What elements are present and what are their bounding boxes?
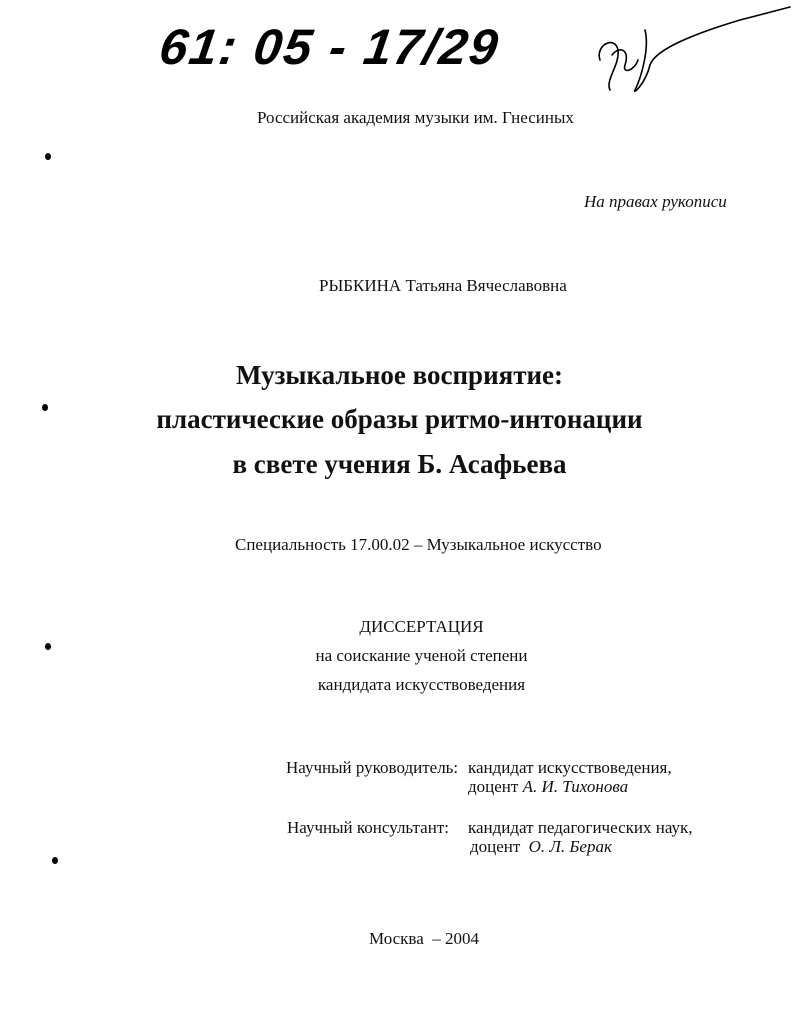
handwritten-catalog-number: 61: 05 - 17/29	[156, 19, 504, 75]
dissertation-degree-line: на соискание ученой степени	[315, 646, 528, 665]
title-line-2: пластические образы ритмо-интонации	[156, 404, 643, 434]
supervisor-rank-name	[468, 777, 628, 797]
supervisor-name: А. И. Тихонова	[522, 777, 629, 796]
punch-mark	[45, 153, 51, 160]
supervisor-label: Научный руководитель:	[286, 758, 459, 777]
consultant-rank: доцент	[470, 837, 521, 856]
supervisor-degree: кандидат искусствоведения,	[468, 758, 672, 777]
institution-name: Российская академия музыки им. Гнесиных	[257, 108, 574, 127]
consultant-degree: кандидат педагогических наук,	[468, 818, 693, 837]
punch-mark	[42, 404, 48, 411]
consultant-label: Научный консультант:	[287, 818, 449, 837]
author-name: РЫБКИНА Татьяна Вячеславовна	[319, 276, 567, 295]
title-line-3: в свете учения Б. Асафьева	[232, 449, 567, 479]
rights-note: На правах рукописи	[584, 192, 727, 211]
specialty: Специальность 17.00.02 – Музыкальное искусство	[235, 535, 602, 554]
place-year: Москва – 2004	[369, 929, 480, 948]
supervisor-rank: доцент	[468, 777, 519, 796]
punch-mark	[52, 857, 58, 864]
signature-icon	[590, 5, 799, 100]
consultant-rank-name	[470, 837, 612, 857]
consultant-name: О. Л. Берак	[528, 837, 612, 856]
title-line-1: Музыкальное восприятие:	[235, 360, 564, 390]
dissertation-heading: ДИССЕРТАЦИЯ	[359, 617, 484, 636]
punch-mark	[45, 643, 51, 650]
dissertation-field-line: кандидата искусствоведения	[317, 675, 526, 694]
